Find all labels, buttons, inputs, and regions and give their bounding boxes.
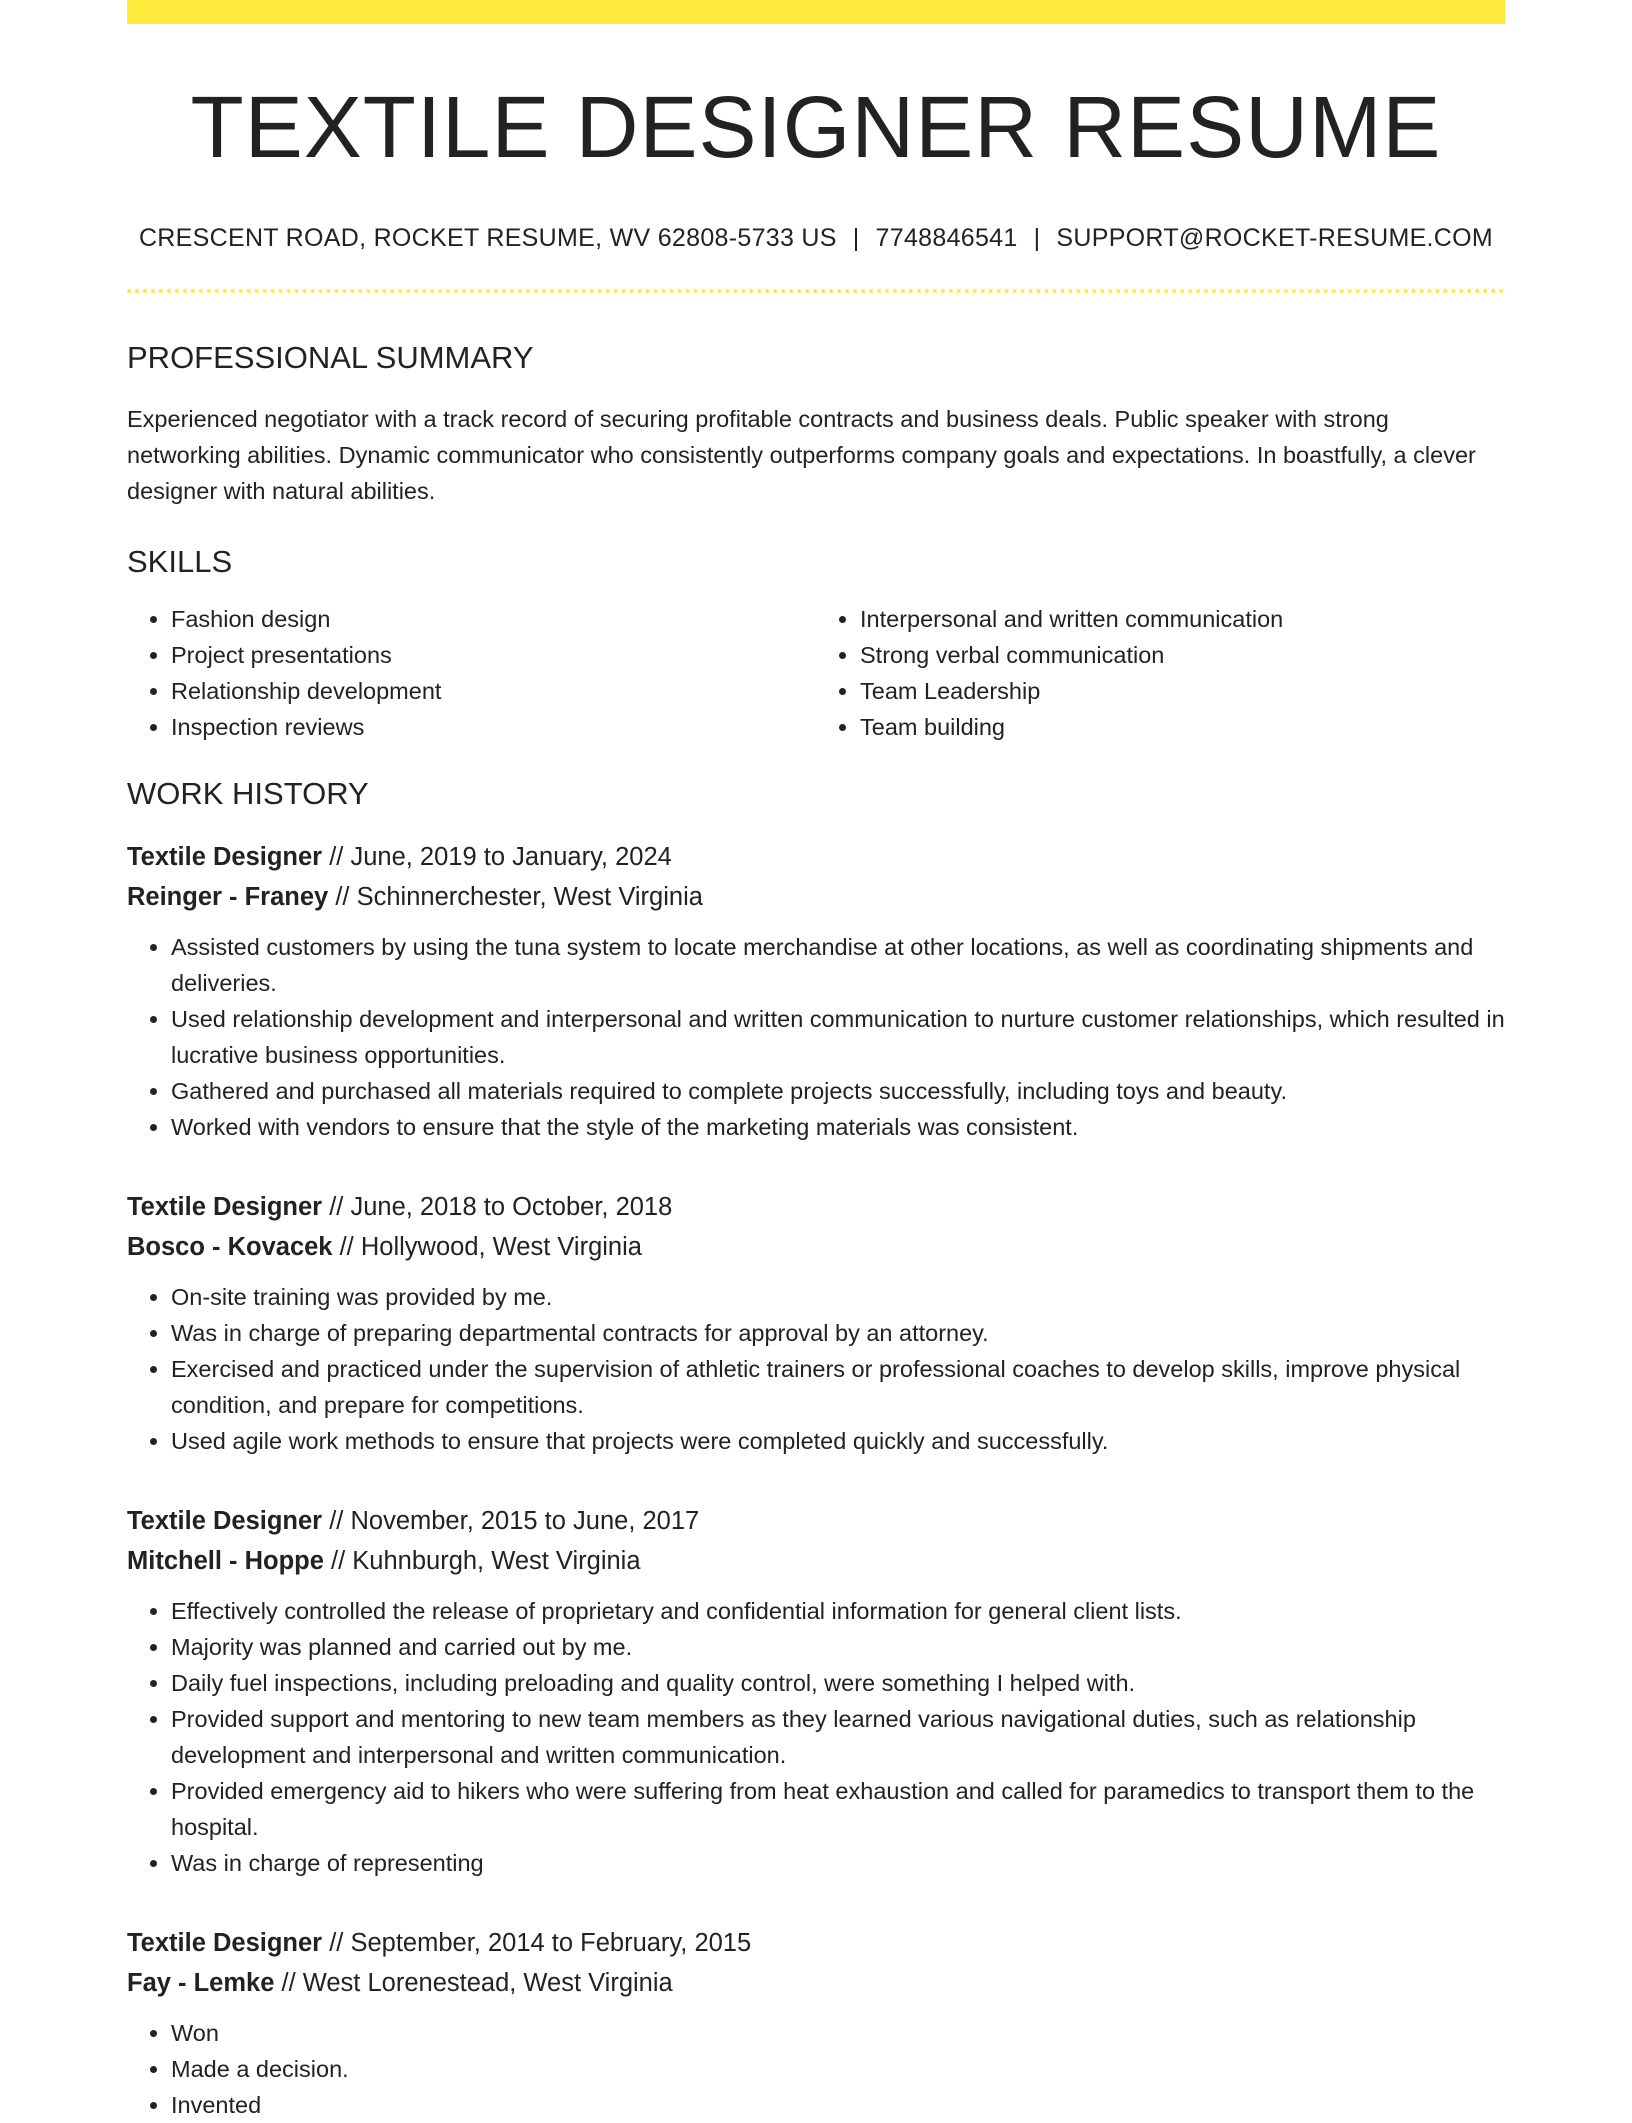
job-divider: // (339, 1232, 354, 1261)
job-dates: June, 2019 to January, 2024 (350, 842, 672, 871)
job-bullets (127, 2015, 1505, 2123)
job-bullets (127, 1279, 1505, 1459)
skill-item: • Project presentations (171, 637, 816, 673)
job-entry (127, 1187, 1505, 1459)
skill-item: • Strong verbal communication (860, 637, 1505, 673)
job-divider: // (331, 1546, 346, 1575)
job-title-line (127, 1923, 1505, 1963)
contact-separator: | (1033, 223, 1041, 252)
job-company-line (127, 1963, 1505, 2003)
job-divider: // (335, 882, 350, 911)
job-bullet: • Gathered and purchased all materials required to complete projects successfully, including toys and beauty. (171, 1073, 1505, 1109)
job-bullet: • Was in charge of preparing departmental contracts for approval by an attorney. (171, 1315, 1505, 1351)
contact-email[interactable]: SUPPORT@ROCKET-RESUME.COM (1056, 223, 1494, 252)
job-entry (127, 837, 1505, 1145)
job-bullet: • Effectively controlled the release of proprietary and confidential information for general client lists. (171, 1593, 1505, 1629)
job-bullet: • Made a decision. (171, 2051, 1505, 2087)
job-location: Schinnerchester, West Virginia (356, 882, 703, 911)
skills-heading: SKILLS (127, 543, 233, 579)
skill-item: • Fashion design (171, 601, 816, 637)
job-bullet: • Invented (171, 2087, 1505, 2123)
job-bullet: • Provided support and mentoring to new team members as they learned various navigational duties, such as relationship development and interpersonal and written communication. (171, 1701, 1505, 1773)
job-role: Textile Designer (127, 1506, 323, 1535)
contact-line (127, 224, 1505, 253)
job-bullet: • Majority was planned and carried out by me. (171, 1629, 1505, 1665)
job-divider: // (329, 842, 344, 871)
job-title-line (127, 837, 1505, 877)
job-divider: // (329, 1192, 344, 1221)
contact-phone: 7748846541 (875, 223, 1018, 252)
job-company: Bosco - Kovacek (127, 1232, 333, 1261)
job-bullet: • Exercised and practiced under the supervision of athletic trainers or professional coaches to develop skills, improve physical condition, and prepare for competitions. (171, 1351, 1505, 1423)
job-dates: November, 2015 to June, 2017 (350, 1506, 700, 1535)
job-divider: // (281, 1968, 296, 1997)
skill-item: • Inspection reviews (171, 709, 816, 745)
job-company: Fay - Lemke (127, 1968, 275, 1997)
summary-heading: PROFESSIONAL SUMMARY (127, 339, 534, 375)
skills-column-right (816, 601, 1505, 745)
section-divider (127, 289, 1505, 293)
job-company-line (127, 877, 1505, 917)
job-title-line (127, 1187, 1505, 1227)
job-entry (127, 1501, 1505, 1881)
job-company-line (127, 1227, 1505, 1267)
job-bullets (127, 929, 1505, 1145)
job-role: Textile Designer (127, 1192, 323, 1221)
job-bullet: • Provided emergency aid to hikers who were suffering from heat exhaustion and called for paramedics to transport them to the hospital. (171, 1773, 1505, 1845)
work-history-heading: WORK HISTORY (127, 775, 369, 811)
summary-text: Experienced negotiator with a track record of securing profitable contracts and business deals. Public speaker with strong networking abilities. Dynamic communicator who consistently outperforms company goals and expectations. In boastfully, a clever designer with natural abilities. (127, 405, 1476, 504)
job-bullet: • On-site training was provided by me. (171, 1279, 1505, 1315)
skill-item: • Relationship development (171, 673, 816, 709)
contact-separator: | (852, 223, 860, 252)
job-bullet: • Used relationship development and interpersonal and written communication to nurture customer relationships, which resulted in lucrative business opportunities. (171, 1001, 1505, 1073)
skill-item: • Team building (860, 709, 1505, 745)
accent-bar (127, 0, 1505, 24)
job-bullet: • Won (171, 2015, 1505, 2051)
job-location: Kuhnburgh, West Virginia (352, 1546, 641, 1575)
skill-item: • Interpersonal and written communication (860, 601, 1505, 637)
job-divider: // (329, 1506, 344, 1535)
job-bullet: • Used agile work methods to ensure that projects were completed quickly and successfully. (171, 1423, 1505, 1459)
job-location: Hollywood, West Virginia (360, 1232, 642, 1261)
job-divider: // (329, 1928, 344, 1957)
job-bullet: • Was in charge of representing (171, 1845, 1505, 1881)
resume-title: TEXTILE DESIGNER RESUME (190, 79, 1442, 176)
skill-item: • Team Leadership (860, 673, 1505, 709)
job-dates: June, 2018 to October, 2018 (350, 1192, 673, 1221)
job-role: Textile Designer (127, 1928, 323, 1957)
resume-page (127, 0, 1505, 2123)
job-company: Mitchell - Hoppe (127, 1546, 324, 1575)
job-bullet: • Worked with vendors to ensure that the style of the marketing materials was consistent. (171, 1109, 1505, 1145)
skills-column-left (127, 601, 816, 745)
job-bullet: • Assisted customers by using the tuna system to locate merchandise at other locations, as well as coordinating shipments and deliveries. (171, 929, 1505, 1001)
job-bullet: • Daily fuel inspections, including preloading and quality control, were something I helped with. (171, 1665, 1505, 1701)
job-entry (127, 1923, 1505, 2123)
contact-address: CRESCENT ROAD, ROCKET RESUME, WV 62808-5733 US (138, 223, 837, 252)
job-company: Reinger - Franey (127, 882, 329, 911)
skills-list (127, 601, 1505, 745)
job-dates: September, 2014 to February, 2015 (350, 1928, 752, 1957)
job-location: West Lorenestead, West Virginia (302, 1968, 673, 1997)
job-role: Textile Designer (127, 842, 323, 871)
job-company-line (127, 1541, 1505, 1581)
job-bullets (127, 1593, 1505, 1881)
job-title-line (127, 1501, 1505, 1541)
